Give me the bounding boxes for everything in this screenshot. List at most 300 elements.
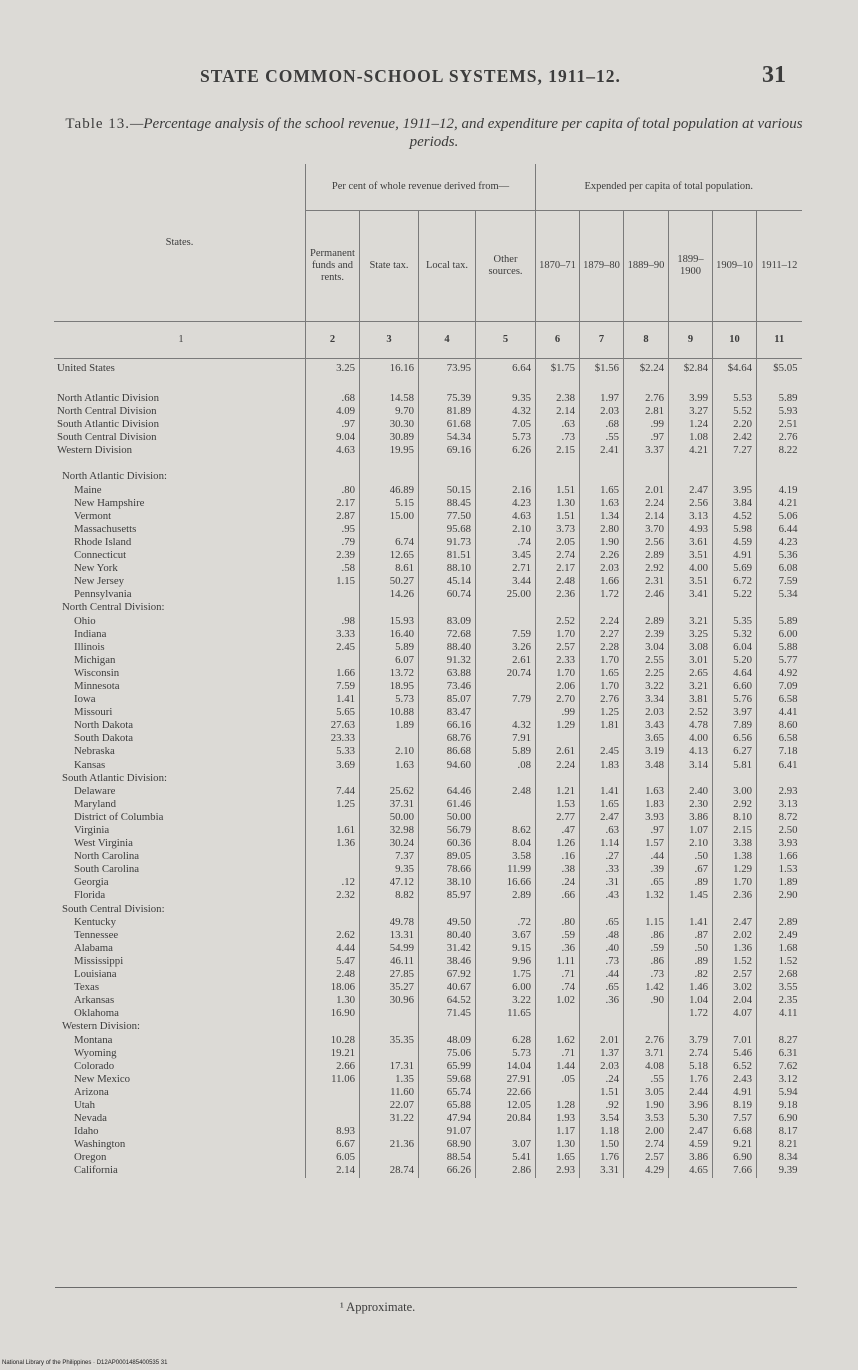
state-name: Illinois [74, 640, 105, 653]
table-row [54, 1099, 802, 1112]
table-cell: .65 [580, 916, 624, 929]
table-cell: .89 [669, 876, 713, 889]
table-cell: .47 [536, 824, 580, 837]
table-cell: 1.21 [536, 785, 580, 798]
table-cell: 3.86 [669, 1151, 713, 1164]
table-cell: 8.21 [757, 1138, 802, 1151]
table-cell: 1.90 [580, 536, 624, 549]
table-cell: 7.44 [306, 785, 360, 798]
scan-credit: National Library of the Philippines · D12AP0001485400535 31 [2, 1360, 168, 1366]
table-cell: 9.21 [713, 1138, 757, 1151]
table-cell: 5.69 [713, 562, 757, 575]
table-cell: 3.45 [476, 549, 536, 562]
table-cell: 9.35 [476, 392, 536, 405]
table-cell: 3.26 [476, 641, 536, 654]
table-cell: 31.42 [419, 942, 476, 955]
table-cell: 1.28 [536, 1099, 580, 1112]
table-cell: 2.76 [624, 1034, 669, 1047]
table-row [54, 824, 802, 837]
table-cell: .59 [536, 929, 580, 942]
table-cell: 22.66 [476, 1086, 536, 1099]
table-cell: 4.32 [476, 719, 536, 732]
table-cell: 1.57 [624, 837, 669, 850]
table-cell: 9.18 [757, 1099, 802, 1112]
spacer-cell [624, 457, 669, 470]
state-name: Florida [74, 889, 106, 902]
table-cell: 46.11 [360, 955, 419, 968]
table-cell: 5.77 [757, 654, 802, 667]
table-cell: 4.78 [669, 719, 713, 732]
spacer-cell [360, 457, 419, 470]
table-cell: 7.89 [713, 719, 757, 732]
table-cell: 2.89 [624, 549, 669, 562]
table-cell [757, 772, 802, 785]
table-cell: 13.72 [360, 667, 419, 680]
table-cell: 5.46 [713, 1047, 757, 1060]
table-cell: 2.17 [306, 497, 360, 510]
table-row [54, 575, 802, 588]
table-cell: 5.73 [476, 431, 536, 444]
table-cell: 3.86 [669, 811, 713, 824]
table-cell: 2.43 [713, 1073, 757, 1086]
table-cell: 1.93 [536, 1112, 580, 1125]
table-cell: 1.02 [536, 994, 580, 1007]
spacer-cell [757, 457, 802, 470]
table-cell: 2.66 [306, 1060, 360, 1073]
table-cell: 1.76 [580, 1151, 624, 1164]
table-cell: 11.99 [476, 863, 536, 876]
table-cell: 7.66 [713, 1164, 757, 1177]
column-number: 9 [669, 322, 713, 359]
table-cell: 7.62 [757, 1060, 802, 1073]
table-cell: 3.13 [757, 798, 802, 811]
table-cell: 7.01 [713, 1034, 757, 1047]
table-cell: 1.17 [536, 1125, 580, 1138]
table-cell: 4.00 [669, 732, 713, 745]
table-cell: 3.25 [669, 628, 713, 641]
table-cell: 88.45 [419, 497, 476, 510]
state-name: United States [57, 362, 115, 375]
table-cell: 2.10 [476, 523, 536, 536]
table-cell: .24 [536, 876, 580, 889]
table-cell: 25.62 [360, 785, 419, 798]
table-cell: 1.63 [360, 759, 419, 772]
table-row [54, 955, 802, 968]
spacer-cell [536, 379, 580, 392]
table-cell: 6.44 [757, 523, 802, 536]
table-cell: .90 [624, 994, 669, 1007]
table-cell: .74 [536, 981, 580, 994]
table-cell: 3.93 [624, 811, 669, 824]
table-cell: 5.73 [476, 1047, 536, 1060]
table-row [54, 929, 802, 942]
table-cell: 11.06 [306, 1073, 360, 1086]
table-cell: 2.45 [580, 745, 624, 758]
table-cell: 4.09 [306, 405, 360, 418]
table-cell: 2.36 [536, 588, 580, 601]
table-cell: 5.81 [713, 759, 757, 772]
table-cell: 91.73 [419, 536, 476, 549]
table-cell: 14.04 [476, 1060, 536, 1073]
table-cell [360, 1047, 419, 1060]
table-cell: 5.41 [476, 1151, 536, 1164]
table-row [54, 1007, 802, 1020]
table-cell [476, 601, 536, 614]
table-cell: 12.65 [360, 549, 419, 562]
table-cell: 2.56 [669, 497, 713, 510]
table-cell [476, 680, 536, 693]
table-cell [713, 772, 757, 785]
state-name: Arkansas [74, 994, 115, 1007]
column-header: 1879–80 [580, 211, 624, 322]
table-cell: 5.30 [669, 1112, 713, 1125]
state-name: Pennsylvania [74, 588, 132, 601]
table-cell: 72.68 [419, 628, 476, 641]
table-cell: 1.52 [713, 955, 757, 968]
table-cell: 1.83 [580, 759, 624, 772]
state-name: South Carolina [74, 863, 140, 876]
state-name: Louisiana [74, 968, 117, 981]
table-cell [419, 772, 476, 785]
table-cell: 2.90 [757, 889, 802, 902]
table-cell: 50.00 [419, 811, 476, 824]
table-cell: .89 [669, 955, 713, 968]
table-row [54, 863, 802, 876]
table-cell: 1.30 [536, 1138, 580, 1151]
table-cell: 1.44 [536, 1060, 580, 1073]
table-cell: 3.73 [536, 523, 580, 536]
table-cell: .48 [580, 929, 624, 942]
table-cell: 1.75 [476, 968, 536, 981]
table-cell: .65 [580, 981, 624, 994]
table-cell: 2.93 [536, 1164, 580, 1177]
table-cell: 85.97 [419, 889, 476, 902]
table-cell: 2.03 [580, 562, 624, 575]
table-cell [536, 1020, 580, 1033]
table-row [54, 1073, 802, 1086]
table-cell: 1.30 [306, 994, 360, 1007]
table-cell: 2.28 [580, 641, 624, 654]
table-cell: 25.00 [476, 588, 536, 601]
table-cell: .50 [669, 850, 713, 863]
table-cell: 1.70 [536, 628, 580, 641]
state-name: Minnesota [74, 679, 120, 692]
table-cell: 2.33 [536, 654, 580, 667]
table-cell: 4.21 [757, 497, 802, 510]
table-cell: 1.41 [669, 916, 713, 929]
table-cell [360, 1007, 419, 1020]
table-cell: 2.65 [669, 667, 713, 680]
table-cell: 3.99 [669, 392, 713, 405]
table-cell: 49.78 [360, 916, 419, 929]
table-cell: 11.60 [360, 1086, 419, 1099]
state-name: Michigan [74, 653, 116, 666]
table-cell: 2.61 [536, 745, 580, 758]
table-cell: .68 [580, 418, 624, 431]
state-name: Kentucky [74, 915, 116, 928]
table-cell [536, 903, 580, 916]
table-cell: 2.24 [536, 759, 580, 772]
table-cell: 9.15 [476, 942, 536, 955]
table-cell: $1.56 [580, 359, 624, 380]
table-cell: 3.34 [624, 693, 669, 706]
table-cell: 6.26 [476, 444, 536, 457]
division-heading-row [54, 772, 802, 785]
table-cell: 40.67 [419, 981, 476, 994]
table-row [54, 431, 802, 444]
table-cell: 8.22 [757, 444, 802, 457]
table-cell: 4.91 [713, 549, 757, 562]
state-name: Vermont [74, 509, 112, 522]
table-cell: 1.34 [580, 510, 624, 523]
table-cell [580, 732, 624, 745]
table-cell: 5.22 [713, 588, 757, 601]
table-cell: 5.34 [757, 588, 802, 601]
table-cell: 1.65 [580, 798, 624, 811]
table-cell [306, 1099, 360, 1112]
table-cell: 13.31 [360, 929, 419, 942]
table-cell: 2.49 [757, 929, 802, 942]
table-cell: 37.31 [360, 798, 419, 811]
table-row [54, 497, 802, 510]
table-cell: 9.39 [757, 1164, 802, 1177]
table-cell: 6.41 [757, 759, 802, 772]
table-row [54, 981, 802, 994]
table-cell [669, 601, 713, 614]
table-cell [536, 732, 580, 745]
spacer-cell [624, 379, 669, 392]
state-name: North Dakota [74, 719, 134, 732]
table-cell: 20.84 [476, 1112, 536, 1125]
table-cell: 2.47 [580, 811, 624, 824]
table-cell: 4.07 [713, 1007, 757, 1020]
table-cell: .27 [580, 850, 624, 863]
table-cell: 4.32 [476, 405, 536, 418]
column-number: 8 [624, 322, 669, 359]
table-cell: 2.76 [580, 693, 624, 706]
state-name: North Atlantic Division [57, 392, 159, 404]
table-cell: 16.66 [476, 876, 536, 889]
table-cell: 81.89 [419, 405, 476, 418]
table-cell: 9.70 [360, 405, 419, 418]
column-number-row [54, 322, 802, 359]
spacer-cell [419, 379, 476, 392]
table-cell: 2.92 [624, 562, 669, 575]
table-cell: .71 [536, 968, 580, 981]
table-cell: 1.11 [536, 955, 580, 968]
table-cell: 27.85 [360, 968, 419, 981]
table-cell: 1.66 [580, 575, 624, 588]
division-heading-row [54, 601, 802, 614]
table-cell [580, 772, 624, 785]
table-cell: .92 [580, 1099, 624, 1112]
table-cell: 28.74 [360, 1164, 419, 1177]
table-cell: .79 [306, 536, 360, 549]
table-cell: .82 [669, 968, 713, 981]
table-cell: 4.29 [624, 1164, 669, 1177]
column-header: 1909–10 [713, 211, 757, 322]
table-cell: 2.25 [624, 667, 669, 680]
table-cell: 6.56 [713, 732, 757, 745]
table-cell: .36 [580, 994, 624, 1007]
table-cell: 2.61 [476, 654, 536, 667]
table-cell: 2.74 [624, 1138, 669, 1151]
table-cell: .24 [580, 1073, 624, 1086]
table-cell: 2.47 [669, 484, 713, 497]
bottom-rule [55, 1287, 797, 1288]
table-cell [306, 863, 360, 876]
table-cell: 3.12 [757, 1073, 802, 1086]
table-cell: 2.81 [624, 405, 669, 418]
table-cell: 2.15 [713, 824, 757, 837]
table-cell: 89.05 [419, 850, 476, 863]
table-cell: .68 [306, 392, 360, 405]
table-cell: 3.79 [669, 1034, 713, 1047]
table-cell: 30.96 [360, 994, 419, 1007]
table-cell: 35.27 [360, 981, 419, 994]
column-header: 1889–90 [624, 211, 669, 322]
table-cell [624, 1007, 669, 1020]
spacer-cell [306, 457, 360, 470]
table-cell: 47.94 [419, 1112, 476, 1125]
spacer-cell [580, 379, 624, 392]
table-cell [306, 1020, 360, 1033]
table-cell: 1.53 [757, 863, 802, 876]
table-cell: 3.95 [713, 484, 757, 497]
table-cell: 83.09 [419, 615, 476, 628]
table-cell: 4.11 [757, 1007, 802, 1020]
table-cell: 3.51 [669, 575, 713, 588]
table-cell: 1.76 [669, 1073, 713, 1086]
table-cell: 8.17 [757, 1125, 802, 1138]
table-cell: 5.18 [669, 1060, 713, 1073]
table-cell: .73 [624, 968, 669, 981]
table-cell: 3.27 [669, 405, 713, 418]
table-row [54, 994, 802, 1007]
table-cell: 49.50 [419, 916, 476, 929]
table-cell: .36 [536, 942, 580, 955]
table-cell: 1.14 [580, 837, 624, 850]
column-number: 3 [360, 322, 419, 359]
table-cell: 4.08 [624, 1060, 669, 1073]
table-cell: 88.40 [419, 641, 476, 654]
table-cell: 2.31 [624, 575, 669, 588]
table-cell: 2.32 [306, 889, 360, 902]
table-cell: 83.47 [419, 706, 476, 719]
table-cell: 63.88 [419, 667, 476, 680]
table-row [54, 745, 802, 758]
table-cell: 6.04 [713, 641, 757, 654]
table-cell: 3.93 [757, 837, 802, 850]
table-row [54, 1138, 802, 1151]
table-cell: 65.74 [419, 1086, 476, 1099]
table-cell: .39 [624, 863, 669, 876]
table-row [54, 588, 802, 601]
table-cell: .65 [624, 876, 669, 889]
table-cell: 2.93 [757, 785, 802, 798]
state-name: Wyoming [74, 1046, 117, 1059]
table-cell: 23.33 [306, 732, 360, 745]
table-cell: 1.42 [624, 981, 669, 994]
table-row [54, 680, 802, 693]
state-name: West Virginia [74, 837, 133, 850]
table-cell: 46.89 [360, 484, 419, 497]
table-cell: 5.52 [713, 405, 757, 418]
table-row [54, 876, 802, 889]
table-cell: 80.40 [419, 929, 476, 942]
table-row [54, 1047, 802, 1060]
table-row [54, 1125, 802, 1138]
state-name: Maine [74, 483, 102, 496]
table-cell: 4.19 [757, 484, 802, 497]
table-cell: 73.46 [419, 680, 476, 693]
table-cell: .43 [580, 889, 624, 902]
table-cell [306, 916, 360, 929]
table-cell: 3.38 [713, 837, 757, 850]
table-cell: 1.70 [580, 680, 624, 693]
table-cell: 7.91 [476, 732, 536, 745]
table-cell: 1.37 [580, 1047, 624, 1060]
table-cell: .99 [624, 418, 669, 431]
table-cell: 14.26 [360, 588, 419, 601]
table-cell: 2.48 [476, 785, 536, 798]
table-cell: $5.05 [757, 359, 802, 380]
table-caption [64, 115, 804, 151]
table-cell: 19.21 [306, 1047, 360, 1060]
table-cell: 1.72 [669, 1007, 713, 1020]
table-cell: 77.50 [419, 510, 476, 523]
table-cell: 2.03 [580, 1060, 624, 1073]
table-cell: 2.39 [306, 549, 360, 562]
table-row [54, 654, 802, 667]
table-row [54, 1164, 802, 1177]
table-cell: 3.58 [476, 850, 536, 863]
table-row [54, 1086, 802, 1099]
table-cell: 5.73 [360, 693, 419, 706]
table-cell: 1.65 [580, 667, 624, 680]
table-cell: 45.14 [419, 575, 476, 588]
table-cell: 5.06 [757, 510, 802, 523]
column-number: 5 [476, 322, 536, 359]
table-cell: .40 [580, 942, 624, 955]
table-cell: 1.63 [624, 785, 669, 798]
table-cell: 9.96 [476, 955, 536, 968]
table-cell: 5.47 [306, 955, 360, 968]
table-cell [476, 903, 536, 916]
table-cell: 2.76 [757, 431, 802, 444]
table-cell: 8.72 [757, 811, 802, 824]
table-cell: 3.43 [624, 719, 669, 732]
state-name: South Dakota [74, 732, 134, 745]
table-cell [306, 601, 360, 614]
table-cell: 1.41 [580, 785, 624, 798]
state-name: Wisconsin [74, 666, 120, 679]
table-cell [624, 601, 669, 614]
spacer-cell [536, 457, 580, 470]
table-cell: 1.53 [536, 798, 580, 811]
table-cell: 2.03 [580, 405, 624, 418]
table-cell [306, 772, 360, 785]
table-row [54, 392, 802, 405]
table-row [54, 916, 802, 929]
table-cell [757, 601, 802, 614]
table-cell: 1.83 [624, 798, 669, 811]
table-cell [536, 601, 580, 614]
table-cell [306, 654, 360, 667]
table-cell: .66 [536, 889, 580, 902]
table-cell: 88.10 [419, 562, 476, 575]
table-cell: 2.39 [624, 628, 669, 641]
